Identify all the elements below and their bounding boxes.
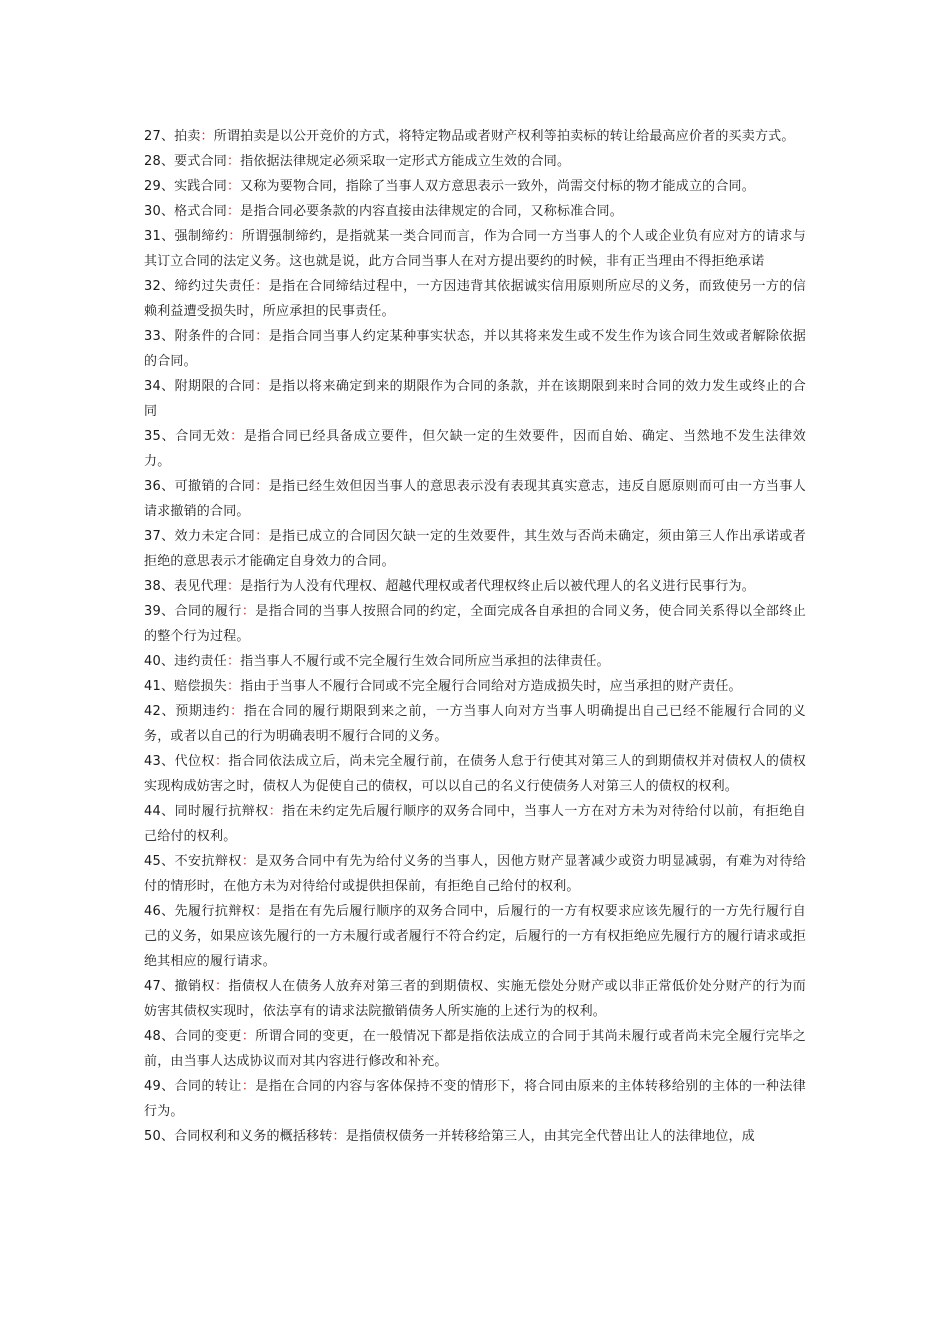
entry-colon: ： xyxy=(255,379,269,394)
entry-32 xyxy=(144,274,806,324)
entry-term: 40、违约责任 xyxy=(144,654,227,669)
entry-definition: 是指债权债务一并转移给第三人，由其完全代替出让人的法律地位，成 xyxy=(345,1129,755,1144)
entry-colon: ： xyxy=(226,654,241,669)
entry-46 xyxy=(144,899,806,974)
entry-colon: ： xyxy=(200,129,214,144)
entry-colon: ： xyxy=(241,1029,256,1044)
entry-31 xyxy=(144,224,806,274)
entry-colon: ： xyxy=(332,1129,346,1144)
entry-definition: 指合同依法成立后，尚未完全履行前，在债务人怠于行使其对第三人的到期债权并对债权人的债权实现构成妨害之时，债权人为促使自己的债权，可以以自己的名义行使债务人对第三人的债权的权利。 xyxy=(144,754,806,794)
entry-definition: 指在未约定先后履行顺序的双务合同中，当事人一方在对方未为对待给付以前，有拒绝自己给付的权利。 xyxy=(144,804,806,844)
entry-colon: ： xyxy=(214,979,229,994)
entry-term: 39、合同的履行 xyxy=(144,604,242,619)
entry-colon: ： xyxy=(241,604,256,619)
entry-term: 48、合同的变更 xyxy=(144,1029,242,1044)
entry-definition: 所谓拍卖是以公开竞价的方式，将特定物品或者财产权利等拍卖标的转让给最高应价者的买卖方式。 xyxy=(213,129,795,144)
entry-27 xyxy=(144,124,806,149)
entry-definition: 指当事人不履行或不完全履行生效合同所应当承担的法律责任。 xyxy=(240,654,610,669)
entry-term: 32、缔约过失责任 xyxy=(144,279,256,294)
entry-definition: 是指在合同的内容与客体保持不变的情形下，将合同由原来的主体转移给别的主体的一种法律行为。 xyxy=(144,1079,806,1119)
entry-36 xyxy=(144,474,806,524)
entry-term: 28、要式合同 xyxy=(144,154,227,169)
entry-definition: 是指在有先后履行顺序的双务合同中，后履行的一方有权要求应该先履行的一方先行履行自己的义务，如果应该先履行的一方未履行或者履行不符合约定，后履行的一方有权拒绝应先履行方的履行请求或拒绝其相应的履行请求。 xyxy=(144,904,806,969)
entry-definition: 是指行为人没有代理权、超越代理权或者代理权终止后以被代理人的名义进行民事行为。 xyxy=(240,579,755,594)
entry-colon: ： xyxy=(255,479,269,494)
entry-term: 43、代位权 xyxy=(144,754,215,769)
entry-colon: ： xyxy=(255,329,269,344)
entry-29 xyxy=(144,174,806,199)
entry-definition: 是双务合同中有先为给付义务的当事人，因他方财产显著减少或资力明显减弱，有难为对待给付的情形时，在他方未为对待给付或提供担保前，有拒绝自己给付的权利。 xyxy=(144,854,806,894)
entry-definition: 又称为要物合同，指除了当事人双方意思表示一致外，尚需交付标的物才能成立的合同。 xyxy=(240,179,755,194)
entry-term: 29、实践合同 xyxy=(144,179,227,194)
entry-colon: ： xyxy=(226,179,241,194)
entry-colon: ： xyxy=(241,1079,256,1094)
entry-definition: 指依据法律规定必须采取一定形式方能成立生效的合同。 xyxy=(240,154,571,169)
entry-definition: 是指合同必要条款的内容直接由法律规定的合同，又称标准合同。 xyxy=(240,204,623,219)
entry-48 xyxy=(144,1024,806,1074)
entry-definition: 是指合同已经具备成立要件，但欠缺一定的生效要件，因而自始、确定、当然地不发生法律效力。 xyxy=(144,429,806,469)
entry-term: 30、格式合同 xyxy=(144,204,227,219)
entry-colon: ： xyxy=(226,679,241,694)
entry-41 xyxy=(144,674,806,699)
entry-term: 35、合同无效 xyxy=(144,429,231,444)
entry-term: 27、拍卖 xyxy=(144,129,201,144)
entry-38 xyxy=(144,574,806,599)
entry-42 xyxy=(144,699,806,749)
entry-colon: ： xyxy=(230,429,244,444)
entry-47 xyxy=(144,974,806,1024)
entry-definition: 是指在合同缔结过程中，一方因违背其依据诚实信用原则所应尽的义务，而致使另一方的信赖利益遭受损失时，所应承担的民事责任。 xyxy=(144,279,806,319)
entry-term: 37、效力未定合同 xyxy=(144,529,256,544)
entry-colon: ： xyxy=(255,904,269,919)
entry-49 xyxy=(144,1074,806,1124)
entry-definition: 指在合同的履行期限到来之前，一方当事人向对方当事人明确提出自己已经不能履行合同的义务，或者以自己的行为明确表明不履行合同的义务。 xyxy=(144,704,806,744)
entry-30 xyxy=(144,199,806,224)
entry-term: 44、同时履行抗辩权 xyxy=(144,804,269,819)
entry-term: 33、附条件的合同 xyxy=(144,329,256,344)
entry-colon: ： xyxy=(255,279,269,294)
document-page xyxy=(144,124,806,1149)
entry-definition: 是指合同当事人约定某种事实状态，并以其将来发生或不发生作为该合同生效或者解除依据的合同。 xyxy=(144,329,806,369)
entry-definition: 是指已经生效但因当事人的意思表示没有表现其真实意志，违反自愿原则而可由一方当事人请求撤销的合同。 xyxy=(144,479,806,519)
entry-colon: ： xyxy=(230,704,244,719)
entry-39 xyxy=(144,599,806,649)
entry-term: 38、表见代理 xyxy=(144,579,227,594)
entry-colon: ： xyxy=(241,854,256,869)
entry-50 xyxy=(144,1124,806,1149)
entry-33 xyxy=(144,324,806,374)
entry-44 xyxy=(144,799,806,849)
entry-colon: ： xyxy=(226,204,241,219)
entry-definition: 指债权人在债务人放弃对第三者的到期债权、实施无偿处分财产或以非正常低价处分财产的行为而妨害其债权实现时，依法享有的请求法院撤销债务人所实施的上述行为的权利。 xyxy=(144,979,806,1019)
entry-term: 42、预期违约 xyxy=(144,704,231,719)
entry-term: 46、先履行抗辩权 xyxy=(144,904,256,919)
entry-colon: ： xyxy=(255,529,269,544)
entry-colon: ： xyxy=(226,154,241,169)
entry-28 xyxy=(144,149,806,174)
entry-colon: ： xyxy=(214,754,229,769)
entry-definition: 所谓强制缔约，是指就某一类合同而言，作为合同一方当事人的个人或企业负有应对方的请求与其订立合同的法定义务。这也就是说，此方合同当事人在对方提出要约的时候，非有正当理由不得拒绝承诺 xyxy=(144,229,806,269)
entry-34 xyxy=(144,374,806,424)
entry-35 xyxy=(144,424,806,474)
entry-term: 50、合同权利和义务的概括移转 xyxy=(144,1129,333,1144)
entry-colon: ： xyxy=(228,229,242,244)
entry-definition: 是指以将来确定到来的期限作为合同的条款，并在该期限到来时合同的效力发生或终止的合同 xyxy=(144,379,806,419)
entry-term: 41、赔偿损失 xyxy=(144,679,227,694)
entry-43 xyxy=(144,749,806,799)
entry-definition: 是指合同的当事人按照合同的约定，全面完成各自承担的合同义务，使合同关系得以全部终止的整个行为过程。 xyxy=(144,604,806,644)
entry-definition: 是指已成立的合同因欠缺一定的生效要件，其生效与否尚未确定，须由第三人作出承诺或者拒绝的意思表示才能确定自身效力的合同。 xyxy=(144,529,806,569)
entry-term: 45、不安抗辩权 xyxy=(144,854,242,869)
entry-term: 49、合同的转让 xyxy=(144,1079,242,1094)
entry-definition: 指由于当事人不履行合同或不完全履行合同给对方造成损失时，应当承担的财产责任。 xyxy=(240,679,742,694)
entry-definition: 所谓合同的变更，在一般情况下都是指依法成立的合同于其尚未履行或者尚未完全履行完毕之前，由当事人达成协议而对其内容进行修改和补充。 xyxy=(144,1029,806,1069)
entry-40 xyxy=(144,649,806,674)
entry-colon: ： xyxy=(268,804,283,819)
entry-term: 47、撤销权 xyxy=(144,979,215,994)
entry-term: 36、可撤销的合同 xyxy=(144,479,256,494)
entry-45 xyxy=(144,849,806,899)
entry-colon: ： xyxy=(226,579,241,594)
entry-term: 34、附期限的合同 xyxy=(144,379,256,394)
entry-term: 31、强制缔约 xyxy=(144,229,229,244)
entry-37 xyxy=(144,524,806,574)
